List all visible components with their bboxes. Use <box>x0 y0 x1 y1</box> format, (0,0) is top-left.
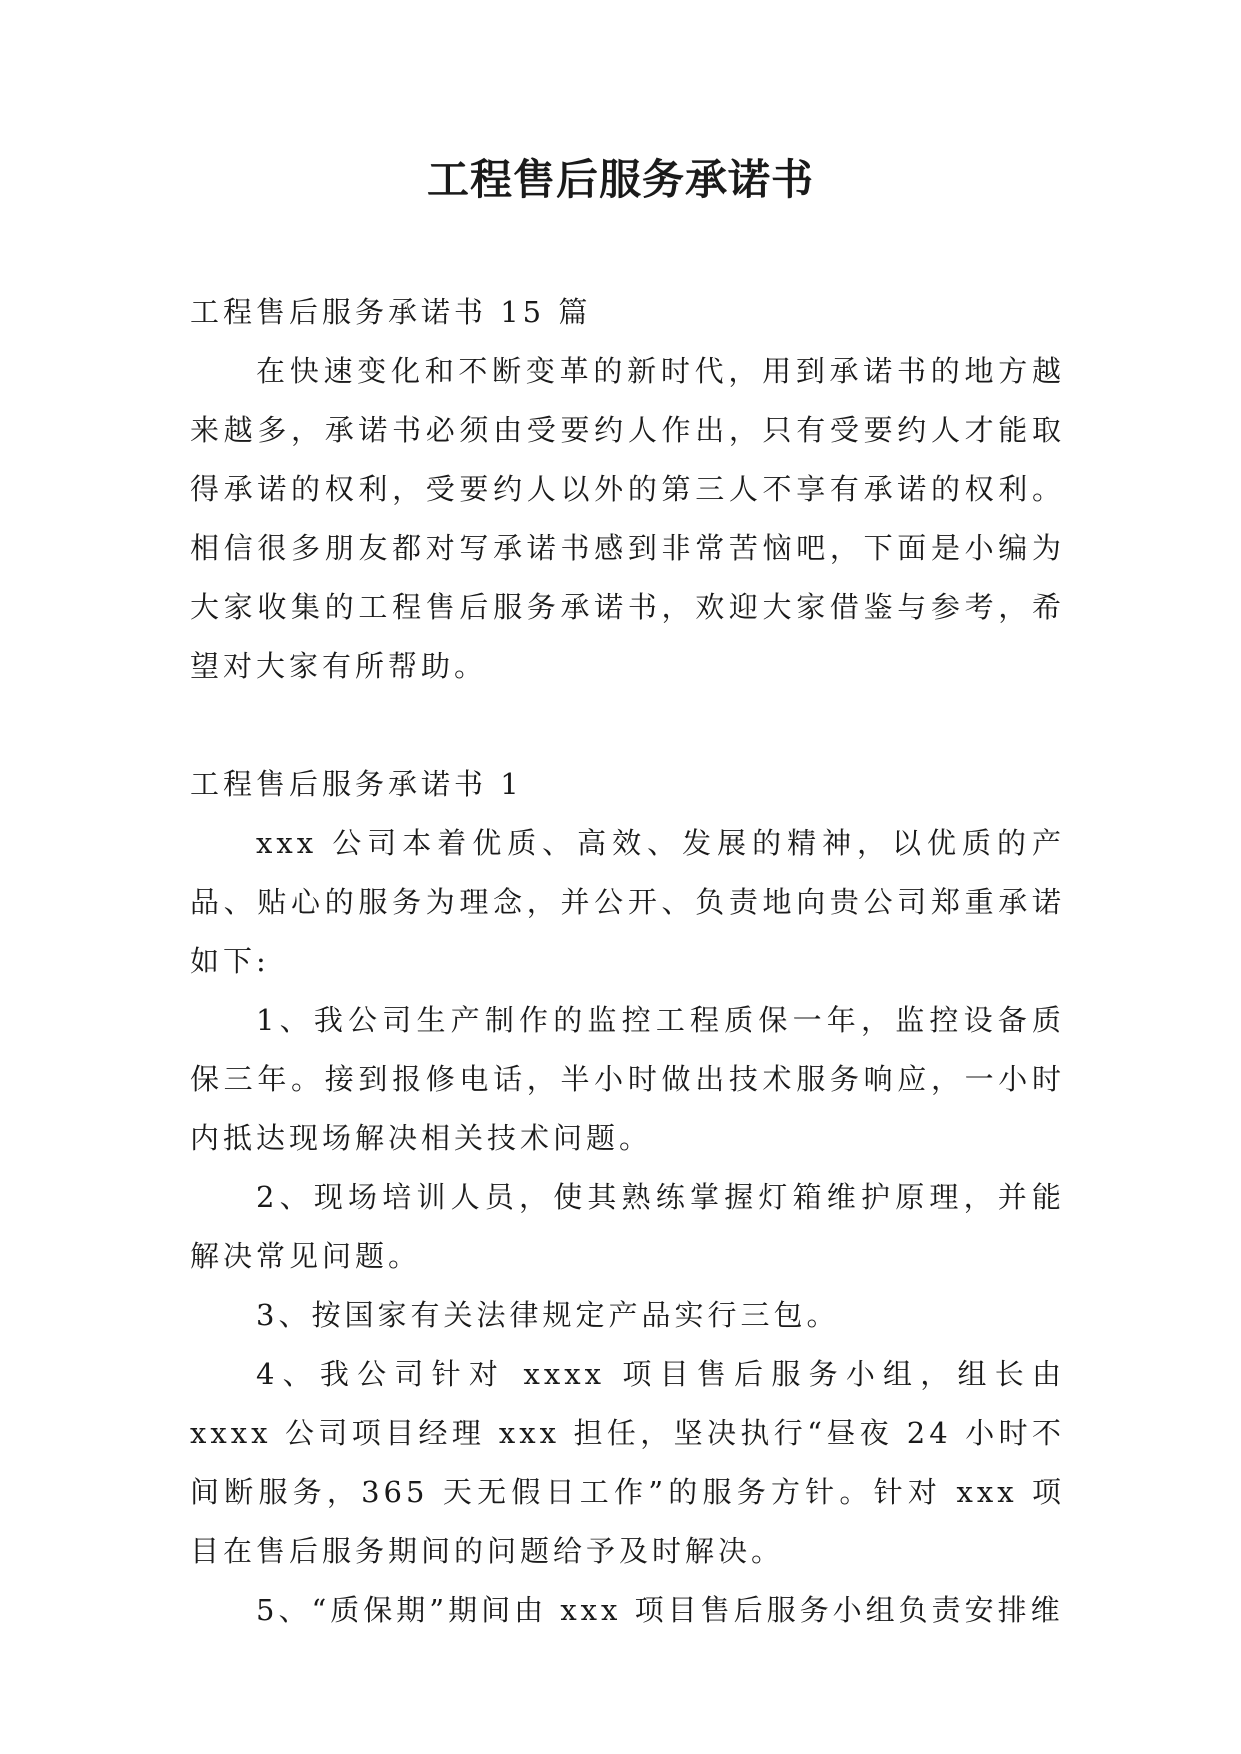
commitment-item-3: 3、按国家有关法律规定产品实行三包。 <box>256 1298 840 1332</box>
commitment-item-1: 1、我公司生产制作的监控工程质保一年，监控设备质保三年。接到报修电话，半小时做出技术服务响应，一小时内抵达现场解决相关技术问题。 <box>190 1003 1065 1155</box>
section-heading: 工程售后服务承诺书 1 <box>190 767 523 801</box>
commitment-item-4: 4、我公司针对 xxxx 项目售后服务小组，组长由 xxxx 公司项目经理 xxx 担任，坚决执行“昼夜 24 小时不间断服务，365 天无假日工作”的服务方针。针对 xxx 项目在售后服务期间的问题给予及时解决。 <box>190 1357 1065 1568</box>
commitment-intro-paragraph: xxx 公司本着优质、高效、发展的精神，以优质的产品、贴心的服务为理念，并公开、负责地向贵公司郑重承诺如下: <box>190 826 1065 978</box>
commitment-item-2: 2、现场培训人员，使其熟练掌握灯箱维护原理，并能解决常见问题。 <box>190 1180 1065 1273</box>
intro-paragraph: 在快速变化和不断变革的新时代，用到承诺书的地方越来越多，承诺书必须由受要约人作出，只有受要约人才能取得承诺的权利，受要约人以外的第三人不享有承诺的权利。相信很多朋友都对写承诺书感到非常苦恼吧，下面是小编为大家收集的工程售后服务承诺书，欢迎大家借鉴与参考，希望对大家有所帮助。 <box>190 354 1065 683</box>
subtitle-paragraph: 工程售后服务承诺书 15 篇 <box>190 295 592 329</box>
document-body <box>190 283 1065 1640</box>
commitment-item-5: 5、“质保期”期间由 xxx 项目售后服务小组负责安排维 <box>256 1593 1064 1627</box>
document-title: 工程售后服务承诺书 <box>426 155 814 204</box>
